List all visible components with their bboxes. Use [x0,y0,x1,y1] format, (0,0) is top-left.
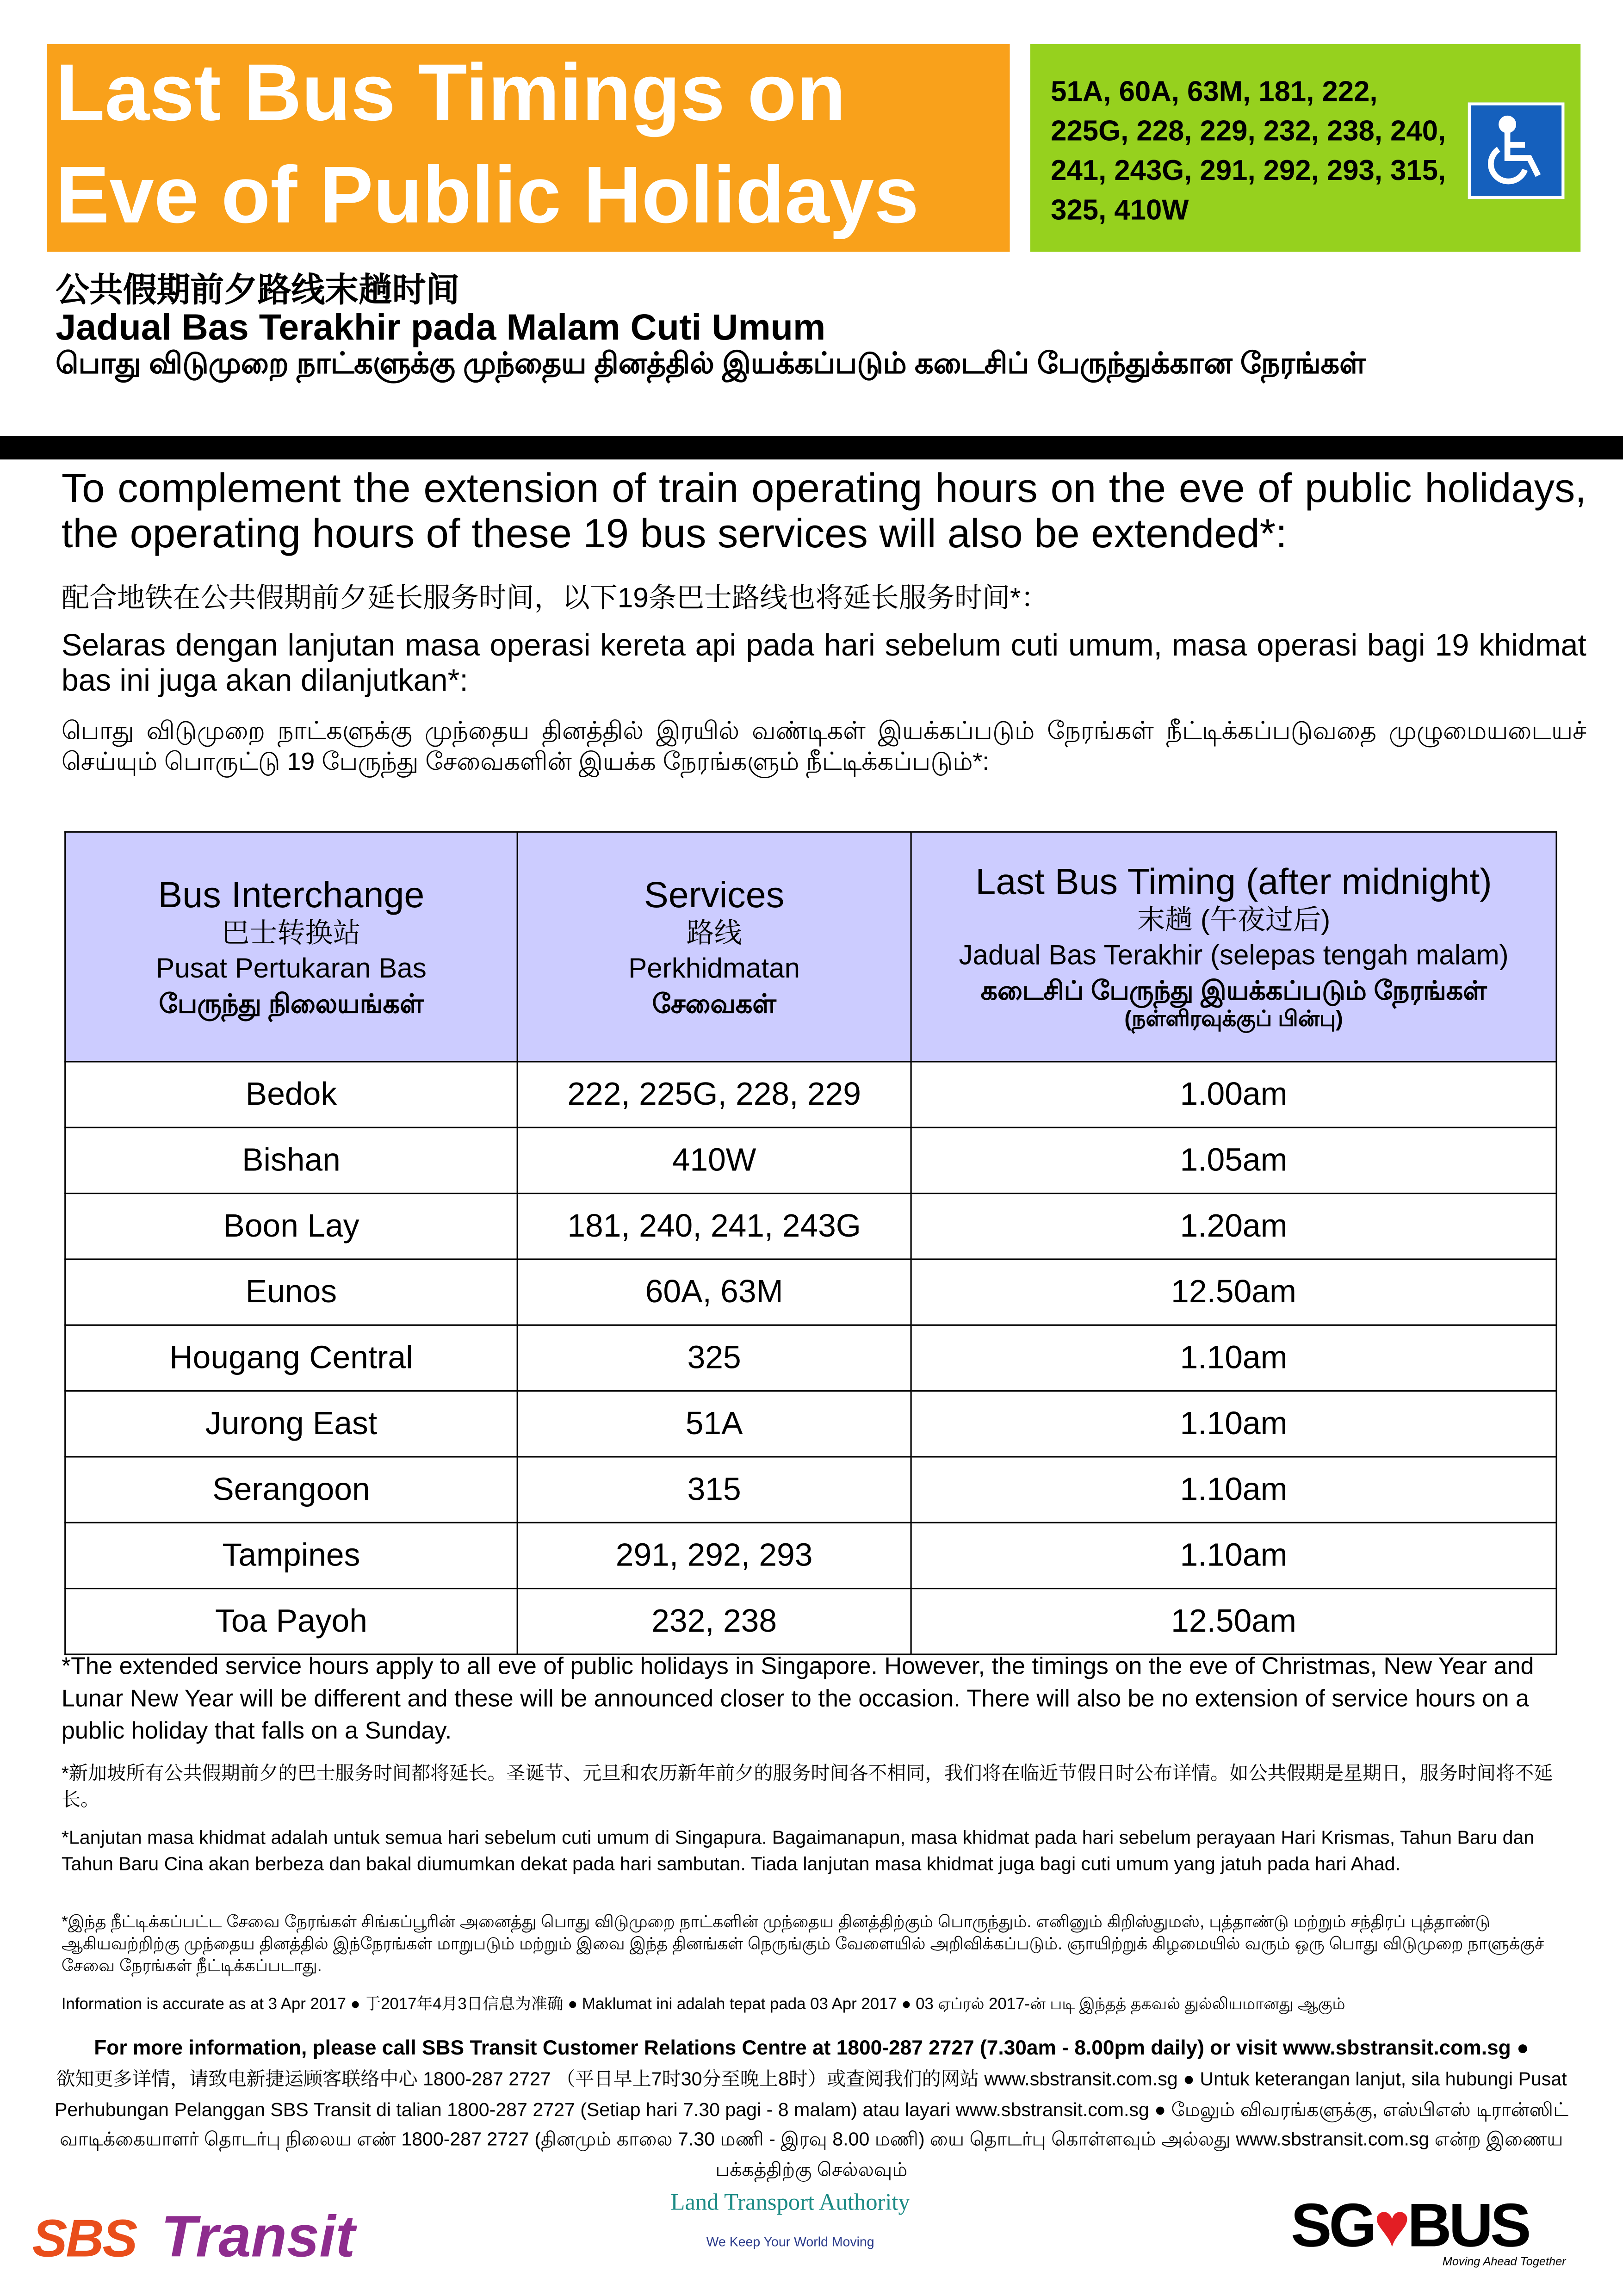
routes-banner [1030,44,1580,252]
cell-last-bus-time: 1.10am [911,1457,1556,1522]
cell-last-bus-time: 1.05am [911,1127,1556,1193]
header-en: Last Bus Timing (after midnight) [975,861,1492,903]
cell-interchange: Toa Payoh [65,1589,517,1654]
header-ta: சேவைகள் [652,989,776,1019]
cell-interchange: Tampines [65,1522,517,1588]
cell-services: 315 [517,1457,911,1522]
table-row [65,1127,1556,1193]
header-last-bus [911,832,1556,1062]
table-row [65,1522,1556,1588]
title-line-1: Last Bus Timings on [56,47,846,138]
cell-last-bus-time: 1.10am [911,1522,1556,1588]
intro-english: To complement the extension of train operating hours on the eve of public holidays, the operating hours of these 19 bus services will also be extended*: [61,465,1586,557]
cell-services: 410W [517,1127,911,1193]
intro-chinese: 配合地铁在公共假期前夕延长服务时间，以下19条巴士路线也将延长服务时间*： [61,584,1049,615]
cell-last-bus-time: 1.00am [911,1062,1556,1127]
last-bus-table [64,831,1557,1655]
header-ms: Perkhidmatan [628,954,800,985]
lta-tagline: We Keep Your World Moving [706,2234,874,2249]
cell-interchange: Bishan [65,1127,517,1193]
cell-last-bus-time: 12.50am [911,1589,1556,1654]
title-banner [47,44,1010,252]
header-zh: 路线 [686,919,742,950]
cell-interchange: Eunos [65,1259,517,1325]
cell-last-bus-time: 1.10am [911,1391,1556,1457]
header-zh: 巴士转换站 [222,919,361,950]
contact-english: For more information, please call SBS Transit Customer Relations Centre at 1800-287 2727 (7.30am - 8.00pm daily) or visit www.sbstransit.com.sg ● [94,2036,1529,2059]
sgbus-logo: SG♥BUS Moving Ahead Together [1290,2191,1566,2268]
cell-last-bus-time: 1.20am [911,1194,1556,1259]
cell-interchange: Jurong East [65,1391,517,1457]
cell-services: 222, 225G, 228, 229 [517,1062,911,1127]
footnote-english: *The extended service hours apply to all eve of public holidays in Singapore. However, the timings on the eve of Christmas, New Year and Lunar New Year will be different and these will be announced closer to the occasion. There will also be no extension of service hours on a public holiday that falls on a Sunday. [61,1653,1534,1745]
header-interchange [65,832,517,1062]
header-en: Bus Interchange [158,875,425,916]
header-ta: கடைசிப் பேருந்து இயக்கப்படும் நேரங்கள் [980,975,1487,1005]
sbs-transit-logo: SBS Transit [32,2205,355,2270]
cell-services: 60A, 63M [517,1259,911,1325]
contact-multilingual: 欲知更多详情，请致电新捷运顾客联络中心 1800-287 2727 （平日早上7时30分至晚上8时）或查阅我们的网站 www.sbstransit.com.sg ● Untuk keterangan lanjut, sila hubungi Pusat Perhubungan Pelanggan SBS Transit di talian 1800-287 2727 (Setiap hari 7.30 pagi - 8 malam) atau layari www.sbstransit.com.sg ● மேலும் விவரங்களுக்கு, எஸ்பிஎஸ் டிரான்ஸிட் வாடிக்கையாளர் தொடர்பு நிலைய எண் 1800-287 2727 (தினமும் காலை 7.30 மணி - இரவு 8.00 மணி) யை தொடர்பு கொள்ளவும் அல்லது www.sbstransit.com.sg என்ற இணைய பக்கத்திற்கு செல்லவும் [54,2067,1568,2180]
divider-bar [0,436,1623,460]
sgbus-tagline: Moving Ahead Together [1442,2255,1566,2268]
cell-services: 181, 240, 241, 243G [517,1194,911,1259]
table-row [65,1259,1556,1325]
cell-interchange: Hougang Central [65,1325,517,1391]
header-ms: Jadual Bas Terakhir (selepas tengah malam) [959,940,1509,971]
table-row [65,1194,1556,1259]
header-services [517,832,911,1062]
cell-interchange: Boon Lay [65,1194,517,1259]
table-row [65,1589,1556,1654]
title-line-2: Eve of Public Holidays [56,149,919,240]
header-ta-2: (நள்ளிரவுக்குப் பின்பு) [1124,1006,1343,1031]
accuracy-note: Information is accurate as at 3 Apr 2017 ● 于2017年4月3日信息为准确 ● Maklumat ini adalah tepat pada 03 Apr 2017 ● 03 ஏப்ரல் 2017-ன் படி இந்தத் தகவல் துல்லியமானது ஆகும் [61,1996,1345,2014]
cell-services: 325 [517,1325,911,1391]
routes-list: 51A, 60A, 63M, 181, 222, 225G, 228, 229, 232, 238, 240, 241, 243G, 291, 292, 293, 315, 325, 410W [1051,76,1446,227]
footnote-malay: *Lanjutan masa khidmat adalah untuk semua hari sebelum cuti umum di Singapura. Bagaimanapun, masa khidmat pada hari sebelum perayaan Hari Krismas, Tahun Baru dan Tahun Baru Cina akan berbeza dan bakal diumumkan dekat pada hari sambutan. Tiada lanjutan masa khidmat juga bagi cuti umum yang jatuh pada hari Ahad. [61,1826,1535,1875]
table-row [65,1391,1556,1457]
table-row [65,1457,1556,1522]
header-zh: 末趟 (午夜过后) [1137,905,1331,936]
intro-malay: Selaras dengan lanjutan masa operasi kereta api pada hari sebelum cuti umum, masa operasi bagi 19 khidmat bas ini juga akan dilanjutkan*: [61,629,1586,698]
cell-services: 291, 292, 293 [517,1522,911,1588]
cell-interchange: Bedok [65,1062,517,1127]
wheelchair-icon [1468,102,1565,199]
header-ta: பேருந்து நிலையங்கள் [159,989,424,1019]
lta-logo [644,2191,937,2278]
table-row [65,1325,1556,1391]
table-row [65,1062,1556,1127]
header-ms: Pusat Pertukaran Bas [156,954,427,985]
cell-last-bus-time: 12.50am [911,1259,1556,1325]
cell-services: 232, 238 [517,1589,911,1654]
cell-last-bus-time: 1.10am [911,1325,1556,1391]
table-header-row [65,832,1556,1062]
footnote-chinese: *新加坡所有公共假期前夕的巴士服务时间都将延长。圣诞节、元旦和农历新年前夕的服务时间各不相同，我们将在临近节假日时公布详情。如公共假期是星期日，服务时间将不延长。 [61,1762,1553,1810]
cell-services: 51A [517,1391,911,1457]
subtitle-malay: Jadual Bas Terakhir pada Malam Cuti Umum [56,307,826,348]
cell-interchange: Serangoon [65,1457,517,1522]
footnote-tamil: *இந்த நீட்டிக்கப்பட்ட சேவை நேரங்கள் சிங்கப்பூரின் அனைத்து பொது விடுமுறை நாட்களின் முந்தைய தினத்திற்கும் பொருந்தும். எனினும் கிறிஸ்துமஸ், புத்தாண்டு மற்றும் சந்திரப் புத்தாண்டு ஆகியவற்றிற்கு முந்தைய தினத்தில் இந்நேரங்கள் மாறுபடும் மற்றும் இவை இந்த தினங்கள் நெருங்கும் வேளையில் அறிவிக்கப்படும். ஞாயிற்றுக் கிழமையில் வரும் ஒரு பொது விடுமுறை நாளுக்குச் சேவை நேரங்கள் நீட்டிக்கப்படாது. [61,1914,1544,1976]
header-en: Services [644,875,785,916]
subtitle-tamil: பொது விடுமுறை நாட்களுக்கு முந்தைய தினத்தில் இயக்கப்படும் கடைசிப் பேருந்துக்கான நேரங்கள் [56,348,1366,381]
subtitle-chinese: 公共假期前夕路线末趟时间 [56,271,460,309]
lta-name: Land Transport Authority [670,2191,910,2216]
intro-tamil: பொது விடுமுறை நாட்களுக்கு முந்தைய தினத்தில் இரயில் வண்டிகள் இயக்கப்படும் நேரங்கள் நீட்டிக்கப்படுவதை முழுமையடையச் செய்யும் பொருட்டு 19 பேருந்து சேவைகளின் இயக்க நேரங்களும் நீட்டிக்கப்படும்*: [61,717,1586,776]
